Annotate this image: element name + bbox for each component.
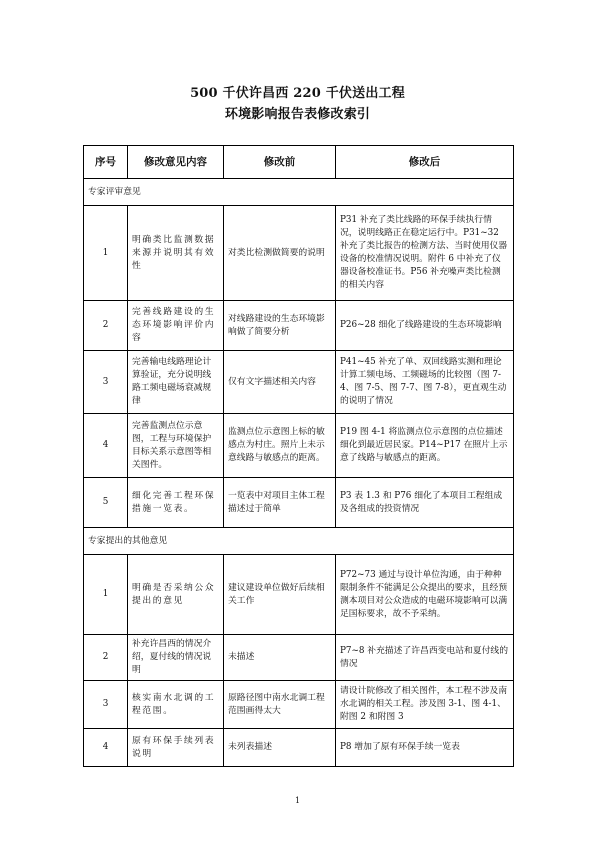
after-cell: P7~8 补充描述了许昌西变电站和夏付线的情况 [336,635,514,681]
before-cell: 未列表描述 [224,729,336,767]
col-header-before: 修改前 [224,146,336,179]
table-row [84,555,514,635]
after-cell: P19 图 4-1 将监测点位示意图的点位描述细化到最近居民家。P14~P17 在照片上示意了线路与敏感点的距离。 [336,414,514,478]
row-number: 2 [84,301,128,351]
row-number: 1 [84,206,128,301]
before-cell: 对线路建设的生态环境影响做了简要分析 [224,301,336,351]
document-title: 500 千伏许昌西 220 千伏送出工程 [190,86,405,101]
row-number: 1 [84,555,128,635]
before-cell: 原路径图中南水北调工程范围画得太大 [224,681,336,729]
opinion-cell: 完善线路建设的生态环境影响评价内容 [128,301,224,351]
table-header-row [84,146,514,179]
page-number: 1 [294,796,301,805]
col-header-no: 序号 [84,146,128,179]
opinion-cell: 补充许昌西的情况介绍，夏付线的情况说明 [128,635,224,681]
after-cell: P3 表 1.3 和 P76 细化了本项目工程组成及各组成的投资情况 [336,478,514,528]
before-cell: 对类比检测做简要的说明 [224,206,336,301]
table-row [84,681,514,729]
before-cell: 监测点位示意图上标的敏感点为村庄。照片上未示意线路与敏感点的距离。 [224,414,336,478]
section-row [84,528,514,555]
table-row [84,351,514,414]
opinion-cell: 完善输电线路理论计算验证，充分说明线路工频电磁场衰减规律 [128,351,224,414]
before-cell: 建议建设单位做好后续相关工作 [224,555,336,635]
table-row [84,478,514,528]
col-header-opinion: 修改意见内容 [128,146,224,179]
table-row [84,729,514,767]
row-number: 4 [84,729,128,767]
col-header-after: 修改后 [336,146,514,179]
opinion-cell: 细化完善工程环保措施一览表。 [128,478,224,528]
row-number: 3 [84,351,128,414]
table-row [84,301,514,351]
section-row [84,179,514,206]
opinion-cell: 明确是否采纳公众提出的意见 [128,555,224,635]
revision-index-table [83,145,514,767]
opinion-cell: 核实南水北调的工程范围。 [128,681,224,729]
after-cell: 请设计院修改了相关图件，本工程不涉及南水北调的相关工程。涉及图 3-1、图 4-1、附图 2 和附图 3 [336,681,514,729]
opinion-cell: 明确类比监测数据来源并说明其有效性 [128,206,224,301]
after-cell: P72~73 通过与设计单位沟通，由于种种限制条件不能满足公众提出的要求，且经预测本项目对公众造成的电磁环境影响可以满足国标要求，故不予采纳。 [336,555,514,635]
document-subtitle: 环境影响报告表修改索引 [224,107,371,122]
opinion-cell: 完善监测点位示意图，工程与环境保护目标关系示意图等相关图件。 [128,414,224,478]
table-row [84,414,514,478]
table-row [84,206,514,301]
row-number: 4 [84,414,128,478]
after-cell: P26~28 细化了线路建设的生态环境影响 [336,301,514,351]
section-heading-other-opinions: 专家提出的其他意见 [84,528,514,555]
row-number: 3 [84,681,128,729]
after-cell: P41~45 补充了单、双回线路实测和理论计算工频电场、工频磁场的比较图（图 7-4、图 7-5、图 7-7、图 7-8），更直观生动的说明了情况 [336,351,514,414]
section-heading-expert-review: 专家评审意见 [84,179,514,206]
row-number: 5 [84,478,128,528]
before-cell: 未描述 [224,635,336,681]
opinion-cell: 原有环保手续列表说明 [128,729,224,767]
row-number: 2 [84,635,128,681]
before-cell: 仅有文字描述相关内容 [224,351,336,414]
after-cell: P8 增加了原有环保手续一览表 [336,729,514,767]
table-row [84,635,514,681]
before-cell: 一览表中对项目主体工程描述过于简单 [224,478,336,528]
after-cell: P31 补充了类比线路的环保手续执行情况，说明线路正在稳定运行中。P31~32 补充了类比报告的检测方法、当时使用仪器设备的校准情况说明。附件 6 中补充了仪器设备校准证书。P56 补充噪声类比检测的相关内容 [336,206,514,301]
